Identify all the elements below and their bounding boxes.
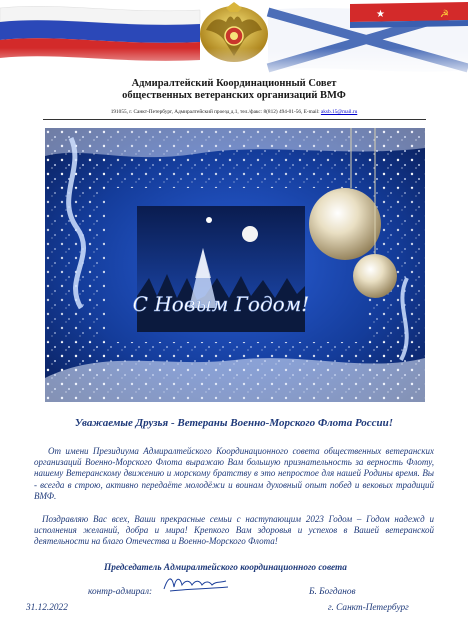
ornament-ball-icon: [353, 254, 397, 298]
greeting-heading: Уважаемые Друзья - Ветераны Военно-Морского Флота России!: [74, 417, 394, 429]
address-text: 191055, г. Санкт-Петербург, Адмиралтейский проезд д.1, тел./факс: 8(812) 494-01-56, E-mail:: [110, 109, 321, 115]
signatory-rank: контр-адмирал:: [88, 587, 153, 597]
star-icon: ★: [376, 9, 385, 20]
header-divider: [43, 119, 426, 120]
letter-paragraph-1: От имени Президиума Адмиралтейского Координационного совета общественных ветеранских организаций Военно-Морского Флота выражаю Вам большую признательность за верность Флоту, нашему Ветеранскому движению и морскому братству в это непростое для нашей Родины время. Вы - всегда в строю, активно передаёте молодёжи и воинам духовный опыт побед и вековых традиций ВМФ.: [34, 446, 434, 501]
signatory-position: Председатель Адмиралтейского координационного совета: [104, 563, 347, 573]
organization-title: [0, 78, 468, 102]
handwritten-signature: [160, 571, 232, 595]
hammer-sickle-icon: ☭: [440, 9, 449, 20]
naval-flag: [350, 2, 468, 22]
address-line: [0, 109, 468, 116]
ornament-ball-icon: [309, 188, 381, 260]
letter-city: г. Санкт-Петербург: [328, 603, 409, 613]
email-link[interactable]: aksb.15@mail.ru: [320, 109, 358, 115]
letter-date: 31.12.2022: [26, 603, 68, 613]
organization-title-line1: Адмиралтейский Координационный Совет: [131, 78, 337, 89]
letter-paragraph-2: Поздравляю Вас всех, Ваши прекрасные семьи с наступающим 2023 Годом – Годом надежд и исполнения желаний, добра и мира! Крепкого Вам здоровья и успехов в Вашей ветеранской деятельности на благо Отечества и Военно-Морского Флота!: [34, 514, 434, 547]
signatory-name: Б. Богданов: [309, 587, 356, 597]
card-caption: С Новым Годом!: [132, 292, 310, 316]
new-year-card-image: [45, 128, 425, 402]
moon-icon: [242, 226, 258, 242]
organization-title-line2: общественных ветеранских организаций ВМФ: [122, 90, 346, 101]
header-flags-banner: [0, 0, 468, 78]
